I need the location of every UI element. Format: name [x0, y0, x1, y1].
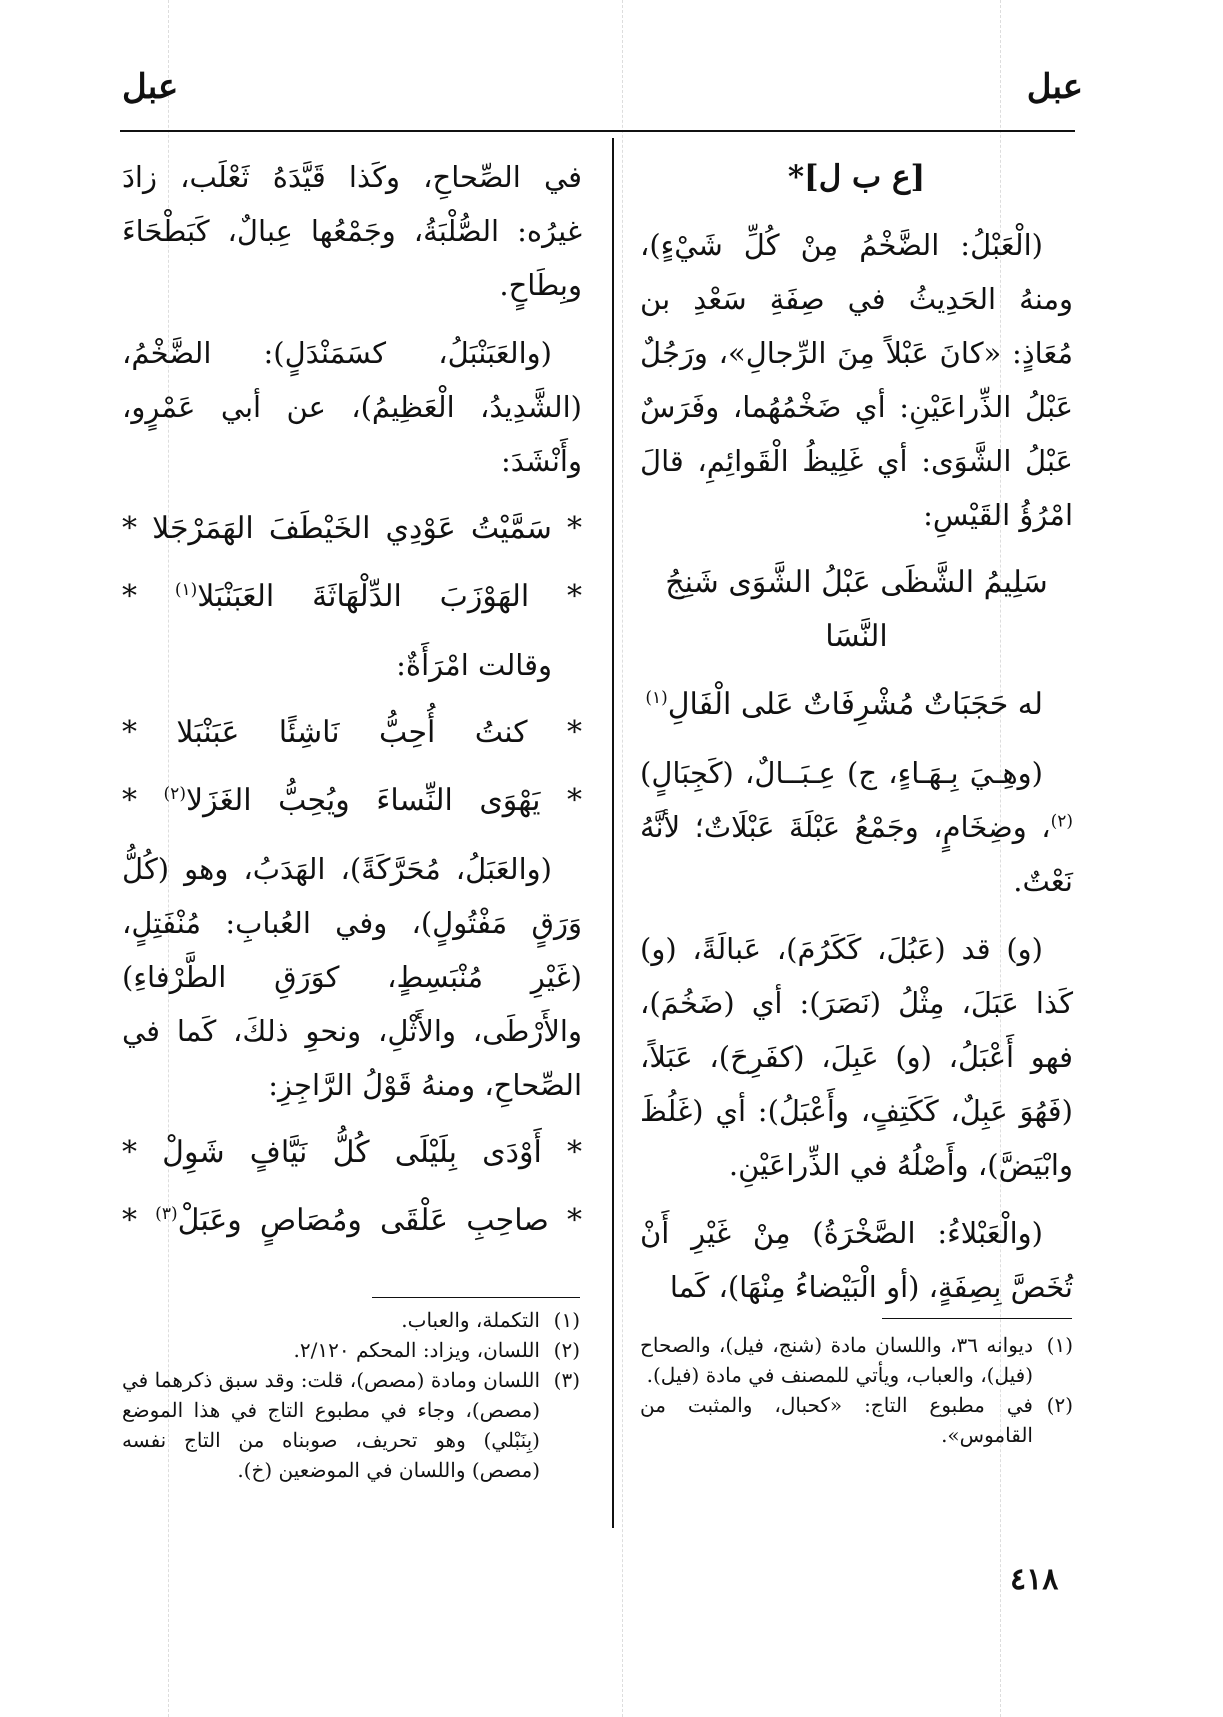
rajaz-text: *: [122, 579, 175, 614]
page-number: ٤١٨: [1010, 1562, 1059, 1597]
footnotes-right: [640, 1330, 1073, 1450]
running-head-right: عبل: [1026, 67, 1083, 107]
scan-guide-line: [622, 0, 623, 1717]
footnote: [122, 1305, 580, 1335]
entry-paragraph: (الْعَبْلُ: الضَّخْمُ مِنْ كُلِّ شَيْءٍ)، ومنهُ الحَدِيثُ في صِفَةِ سَعْدِ بن مُعَاذٍ: «كانَ عَبْلاً مِنَ الرِّجالِ»، ورَجُلٌ عَبْلُ الذِّراعَيْنِ: أي ضَخْمُهُما، وفَرَسٌ عَبْلُ الشَّوَى: أي غَلِيظُ الْقَوائِمِ، قالَ امْرُؤُ القَيْسِ:: [640, 228, 1073, 532]
left-column: [122, 150, 582, 1262]
footnote-text: في مطبوع التاج: «كحبال، والمثبت من القاموس».: [640, 1393, 1033, 1447]
footnote-number: (١): [1046, 1333, 1073, 1357]
footnote-marker: (٢): [163, 784, 186, 804]
entry-paragraph: [640, 746, 1073, 908]
poem-verse: سَلِيمُ الشَّظَى عَبْلُ الشَّوَى شَنِجُ النَّسَا: [665, 565, 1048, 654]
entry-heading: [ع ب ل]*: [787, 159, 926, 195]
entry-paragraph: (والْعَبْلاءُ: الصَّخْرَةُ) مِنْ غَيْرِ أَنْ تُخَصَّ بِصِفَةٍ، (أو الْبَيْضاءُ مِنْهَا)، كَما: [640, 1216, 1073, 1304]
footnote-number: (١): [553, 1308, 580, 1332]
rajaz-verse: [122, 570, 582, 624]
footnotes-left: [122, 1305, 580, 1485]
rajaz-verse: * أَوْدَى بِلَيْلَى كُلُّ نَيَّافٍ شَوِلْ *: [122, 1135, 582, 1170]
rajaz-text: *: [122, 1203, 156, 1238]
entry-paragraph: (و) قد (عَبُلَ، كَكَرُمَ)، عَبالَةً، (و) كَذا عَبَلَ، مِثْلُ (نَصَرَ): أي (ضَخُمَ)، فهو أَعْبَلُ، (و) عَبِلَ، (كفَرِحَ)، عَبَلاً، (فَهُوَ عَبِلٌ، كَكَتِفٍ، وأَعْبَلُ): أي (غَلُظَ وابْيَضَّ)، وأَصْلُهُ في الذِّراعَيْنِ.: [640, 932, 1073, 1182]
footnote: [640, 1330, 1073, 1390]
entry-paragraph: في الصِّحاحِ، وكَذا قَيَّدَهُ ثَعْلَب، زادَ غيرُه: الصُّلْبَةُ، وجَمْعُها عِبالٌ، كَبَطْحَاءَ وبِطَاحٍ.: [122, 160, 582, 302]
footnote-number: (٢): [1046, 1393, 1073, 1417]
footnote: [122, 1365, 580, 1485]
rajaz-verse: * كنتُ أُحِبُّ نَاشِئًا عَبَنْبَلا *: [122, 715, 582, 750]
footnote-text: ديوانه ٣٦، واللسان مادة (شنج، فيل)، والصحاح (فيل)، والعباب، ويأتي للمصنف في مادة (فيل).: [640, 1333, 1034, 1387]
footnote-text: التكملة، والعباب.: [401, 1308, 540, 1332]
footnote: [122, 1335, 580, 1365]
paragraph-text: (وهِـيَ بِـهَـاءٍ، ج) عِـبَــالٌ، (كَجِبَالٍ): [640, 756, 1043, 790]
footnote-marker: (٣): [155, 1204, 178, 1224]
rajaz-text: * الهَوْزَبَ الدِّلْهَاثَةَ العَبَنْبَلا: [197, 579, 582, 614]
running-head-left: عبل: [122, 67, 179, 107]
footnote-marker: (١): [174, 580, 198, 600]
rajaz-verse: [122, 1194, 582, 1248]
right-column: [640, 150, 1073, 1328]
footnote-rule: [882, 1318, 1072, 1319]
column-divider: [612, 138, 614, 1528]
header-rule: [120, 130, 1075, 132]
rajaz-verse: [122, 774, 582, 828]
entry-paragraph: وقالت امْرَأَةٌ:: [396, 648, 552, 682]
poem-verse: [640, 678, 1073, 732]
footnote-rule: [372, 1297, 580, 1298]
rajaz-verse: * سَمَّيْتُ عَوْدِي الخَيْطَفَ الهَمَرْجَلا *: [122, 511, 582, 546]
rajaz-text: * يَهْوَى النِّساءَ ويُحِبُّ الغَزَلا: [185, 783, 582, 818]
footnote-marker: (٢): [1050, 811, 1073, 832]
entry-paragraph: (والعَبَلُ، مُحَرَّكَةً)، الهَدَبُ، وهو (كُلُّ وَرَقٍ مَفْتُولٍ)، وفي العُبابِ: مُنْفَتِلٍ، (غَيْرِ مُنْبَسِطٍ، كوَرَقِ الطَّرْفاءِ) والأَرْطَى، والأَثْلِ، ونحوِ ذلكَ، كَما في الصِّحاحِ، ومنهُ قَوْلُ الرَّاجِزِ:: [122, 852, 582, 1102]
footnote: [640, 1390, 1073, 1450]
rajaz-text: *: [122, 783, 164, 818]
rajaz-text: * صاحِبِ عَلْقَى ومُصَاصٍ وعَبَلْ: [177, 1203, 582, 1238]
paragraph-text: ، وضِخَامٍ، وجَمْعُ عَبْلَةَ عَبْلَاتٌ؛ لأنَّهُ نَعْتٌ.: [640, 810, 1073, 898]
footnote-number: (٢): [553, 1338, 580, 1362]
poem-verse-text: له حَجَبَاتٌ مُشْرِفَاتٌ عَلى الْفَالِ: [667, 687, 1043, 722]
footnote-number: (٣): [553, 1368, 580, 1392]
footnote-marker: (١): [645, 688, 668, 708]
footnote-text: اللسان ومادة (مصص)، قلت: وقد سبق ذكرهما في (مصص)، وجاء في مطبوع التاج في هذا الموضع (بِنَبْلي) وهو تحريف، صوبناه من التاج نفسه (مصص) واللسان في الموضعين (خ).: [122, 1368, 540, 1482]
footnote-text: اللسان، ويزاد: المحكم ٢/١٢٠.: [293, 1338, 540, 1362]
entry-paragraph: (والعَبَنْبَلُ، كسَمَنْدَلٍ): الضَّخْمُ، (الشَّدِيدُ، الْعَظِيمُ)، عن أبي عَمْرٍو، وأَنْشَدَ:: [122, 336, 582, 478]
